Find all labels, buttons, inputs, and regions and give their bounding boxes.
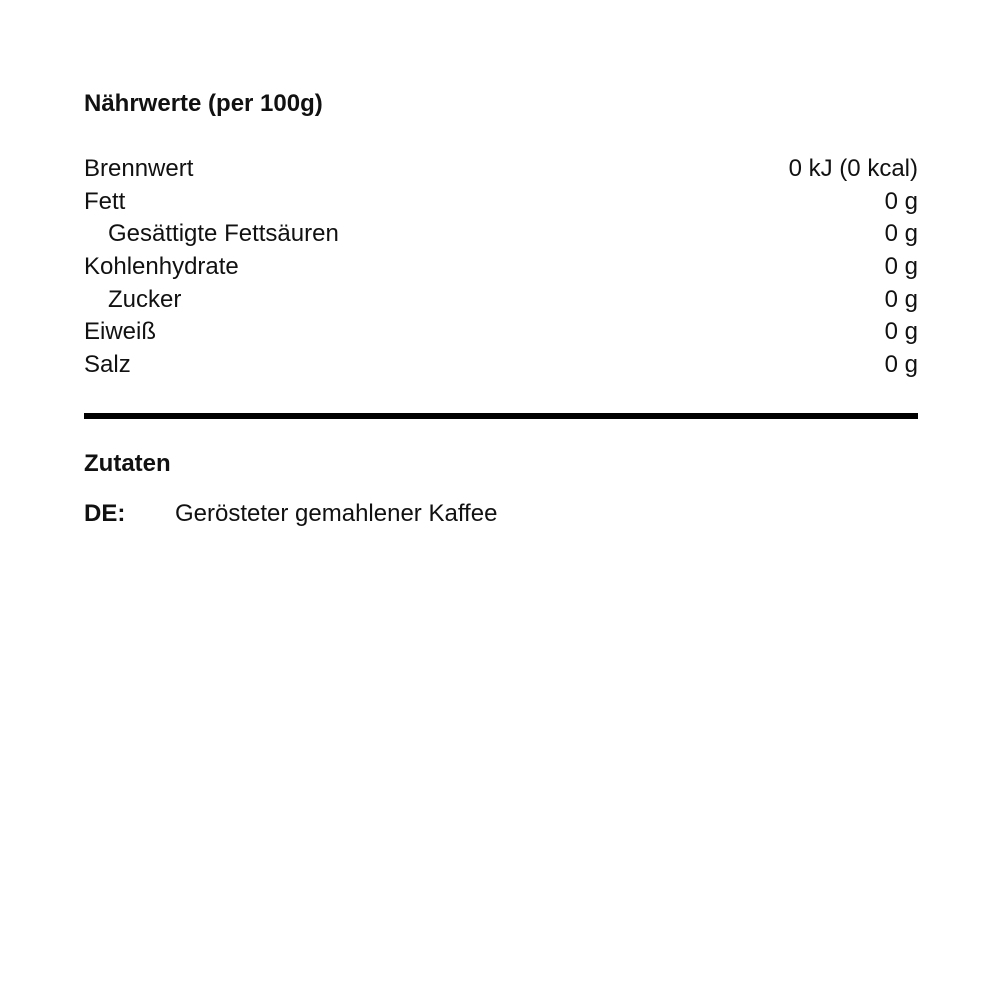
- nutrient-value: 0 g: [884, 351, 918, 379]
- nutrient-value: 0 g: [884, 318, 918, 346]
- nutrient-name: Salz: [84, 351, 131, 379]
- nutrition-row-zucker: [84, 284, 918, 317]
- nutrient-name: Zucker: [108, 285, 182, 313]
- nutrient-name: Fett: [84, 187, 126, 215]
- nutrient-value: 0 kJ (0 kcal): [788, 155, 918, 182]
- nutrient-value: 0 g: [884, 220, 918, 248]
- ingredients-title: Zutaten: [84, 450, 171, 477]
- nutrient-name: Gesättigte Fettsäuren: [108, 220, 339, 248]
- ingredients-entry: [84, 499, 918, 529]
- nutrition-row-eiweiss: [84, 316, 918, 349]
- nutrition-row-kohlenhydrate: [84, 251, 918, 284]
- nutrition-label: [84, 0, 918, 1000]
- ingredients-language-code: DE:: [84, 500, 126, 527]
- nutrition-row-fett: [84, 186, 918, 219]
- ingredients-text: Gerösteter gemahlener Kaffee: [175, 500, 498, 527]
- nutrient-value: 0 g: [884, 253, 918, 281]
- nutrition-title: Nährwerte (per 100g): [84, 90, 323, 117]
- nutrition-row-gesaettigte-fettsaeuren: [84, 218, 918, 251]
- nutrition-table: [84, 153, 918, 382]
- nutrient-value: 0 g: [884, 285, 918, 313]
- nutrient-value: 0 g: [884, 187, 918, 215]
- nutrition-row-salz: [84, 349, 918, 382]
- nutrient-name: Kohlenhydrate: [84, 253, 239, 281]
- nutrient-name: Brennwert: [84, 155, 194, 182]
- section-divider: [84, 413, 918, 419]
- nutrient-name: Eiweiß: [84, 318, 157, 346]
- nutrition-row-brennwert: [84, 153, 918, 186]
